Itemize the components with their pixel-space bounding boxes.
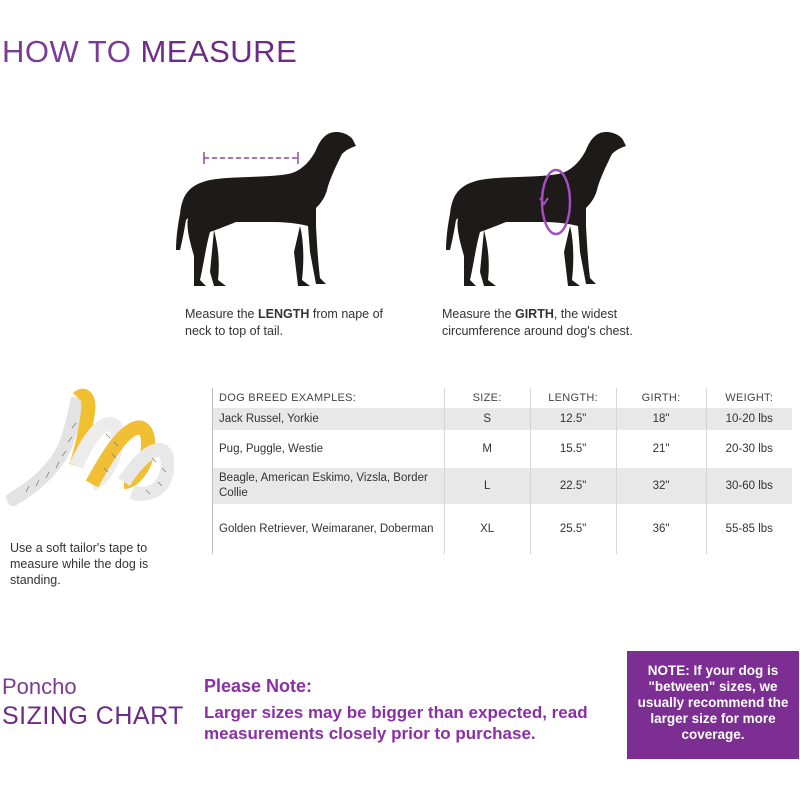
between-sizes-note-box: NOTE: If your dog is "between" sizes, we usually recommend the larger size for more coverage. <box>627 651 799 759</box>
cell-weight: 30-60 lbs <box>706 468 792 504</box>
cell-length: 25.5" <box>530 504 616 554</box>
dog-length-illustration <box>170 122 370 294</box>
dog-girth-illustration <box>440 122 640 294</box>
length-emphasis: LENGTH <box>257 307 310 321</box>
cell-weight: 20-30 lbs <box>706 430 792 468</box>
header-girth: GIRTH: <box>616 388 706 408</box>
header-breed: DOG BREED EXAMPLES: <box>213 388 445 408</box>
cell-breed: Pug, Puggle, Westie <box>213 430 445 468</box>
length-caption: Measure the LENGTH from nape of neck to top of tail. <box>185 307 384 338</box>
cell-weight: 10-20 lbs <box>706 408 792 430</box>
title-bold: MEASURE <box>140 34 298 69</box>
title-light: HOW TO <box>2 34 132 69</box>
cell-length: 22.5" <box>530 468 616 504</box>
table-row <box>213 504 793 554</box>
table-row <box>213 468 793 504</box>
sizing-chart-label: SIZING CHART <box>2 702 184 730</box>
cell-breed: Jack Russel, Yorkie <box>213 408 445 430</box>
header-size: SIZE: <box>444 388 530 408</box>
cell-length: 12.5" <box>530 408 616 430</box>
page-title <box>2 34 297 70</box>
cell-breed: Beagle, American Eskimo, Vizsla, Border Collie <box>213 468 445 504</box>
note-title: Please Note: <box>204 676 313 696</box>
cell-girth: 18" <box>616 408 706 430</box>
cell-size: S <box>444 408 530 430</box>
tailor-tape-image <box>6 388 174 506</box>
cell-girth: 32" <box>616 468 706 504</box>
cell-weight: 55-85 lbs <box>706 504 792 554</box>
size-table <box>212 388 792 554</box>
table-header-row <box>213 388 793 408</box>
girth-emphasis: GIRTH <box>514 307 554 321</box>
header-weight: WEIGHT: <box>706 388 792 408</box>
tape-caption: Use a soft tailor's tape to measure while the dog is standing. <box>10 541 149 587</box>
product-name: Poncho <box>2 674 77 699</box>
header-length: LENGTH: <box>530 388 616 408</box>
table-row <box>213 430 793 468</box>
cell-girth: 36" <box>616 504 706 554</box>
cell-length: 15.5" <box>530 430 616 468</box>
table-row <box>213 408 793 430</box>
cell-size: L <box>444 468 530 504</box>
cell-size: XL <box>444 504 530 554</box>
note-body: Larger sizes may be bigger than expected, read measurements closely prior to purchase. <box>204 703 588 743</box>
cell-girth: 21" <box>616 430 706 468</box>
cell-size: M <box>444 430 530 468</box>
girth-caption: Measure the GIRTH, the widest circumference around dog's chest. <box>442 307 633 338</box>
cell-breed: Golden Retriever, Weimaraner, Doberman <box>213 504 445 554</box>
